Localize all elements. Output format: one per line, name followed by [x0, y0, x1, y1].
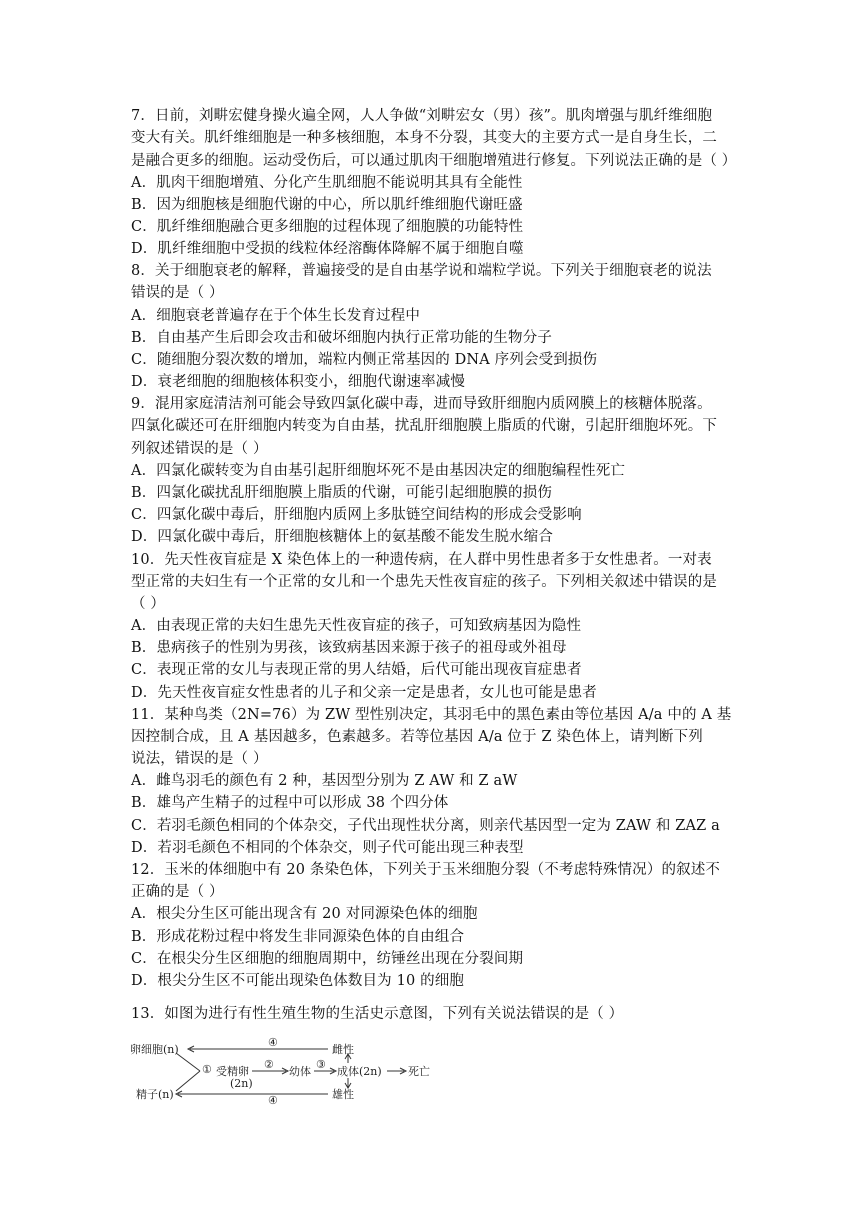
label-female: 雌性: [332, 1043, 354, 1056]
q11-option-b: B．雄鸟产生精子的过程中可以形成 38 个四分体: [131, 795, 449, 811]
q10-option-b: B．患病孩子的性别为男孩，该致病基因来源于孩子的祖母或外祖母: [131, 640, 567, 656]
q9-option-a: A．四氯化碳转变为自由基引起肝细胞坏死不是由基因决定的细胞编程性死亡: [131, 463, 626, 479]
q12-stem-line-2: 正确的是（ ）: [131, 884, 224, 900]
line-egg-to-zygote: [176, 1053, 200, 1071]
q11-option-d: D．若羽毛颜色不相同的个体杂交，则子代可能出现三种表型: [131, 840, 524, 856]
q7-option-d: D．肌纤维细胞中受损的线粒体经溶酶体降解不属于细胞自噬: [131, 241, 524, 257]
q8-stem-line-2: 错误的是（ ）: [131, 285, 224, 301]
q8-stem-line-1: 8．关于细胞衰老的解释，普遍接受的是自由基学说和端粒学说。下列关于细胞衰老的说法: [131, 263, 712, 279]
label-step4-bottom: ④: [268, 1094, 278, 1106]
label-step4-top: ④: [268, 1036, 278, 1049]
q11-stem-line-1: 11．某种鸟类（2N=76）为 ZW 型性别决定，其羽毛中的黑色素由等位基因 A/a 中的 A 基: [131, 707, 732, 723]
label-step3: ③: [316, 1058, 326, 1071]
label-egg: 卵细胞(n): [130, 1043, 179, 1056]
q9-option-b: B．四氯化碳扰乱肝细胞膜上脂质的代谢，可能引起细胞膜的损伤: [131, 485, 553, 501]
line-sperm-to-zygote: [176, 1071, 200, 1091]
q10-option-a: A．由表现正常的夫妇生患先天性夜盲症的孩子，可知致病基因为隐性: [131, 618, 582, 634]
q9-stem-line-3: 列叙述错误的是（ ）: [131, 441, 268, 457]
q7-stem-line-3: 是融合更多的细胞。运动受伤后，可以通过肌肉干细胞增殖进行修复。下列说法正确的是（ ）: [131, 153, 737, 169]
q10-stem-line-3: （ ）: [131, 596, 166, 612]
label-male: 雄性: [332, 1088, 354, 1101]
q13-stem-line-1: 13．如图为进行有性生殖生物的生活史示意图，下列有关说法错误的是（ ）: [131, 1006, 624, 1022]
q10-option-d: D．先天性夜盲症女性患者的儿子和父亲一定是患者，女儿也可能是患者: [131, 685, 597, 701]
q7-stem-line-1: 7．日前，刘畊宏健身操火遍全网，人人争做“刘畊宏女（男）孩”。肌肉增强与肌纤维细胞: [131, 108, 713, 124]
q12-stem-line-1: 12．玉米的体细胞中有 20 条染色体，下列关于玉米细胞分裂（不考虑特殊情况）的叙述不: [131, 862, 721, 878]
q8-option-d: D．衰老细胞的细胞核体积变小，细胞代谢速率减慢: [131, 374, 466, 390]
q7-option-a: A．肌肉干细胞增殖、分化产生肌细胞不能说明其具有全能性: [131, 175, 523, 191]
q11-stem-line-3: 说法，错误的是（ ）: [131, 751, 268, 767]
q12-option-a: A．根尖分生区可能出现含有 20 对同源染色体的细胞: [131, 906, 478, 922]
label-death: 死亡: [408, 1065, 430, 1078]
q10-stem-line-2: 型正常的夫妇生有一个正常的女儿和一个患先天性夜盲症的孩子。下列相关叙述中错误的是: [131, 574, 717, 590]
q7-option-c: C．肌纤维细胞融合更多细胞的过程体现了细胞膜的功能特性: [131, 219, 524, 235]
q7-option-b: B．因为细胞核是细胞代谢的中心，所以肌纤维细胞代谢旺盛: [131, 197, 523, 213]
label-adult: 成体(2n): [337, 1065, 382, 1078]
q9-option-c: C．四氯化碳中毒后，肝细胞内质网上多肽链空间结构的形成会受影响: [131, 507, 582, 523]
q9-option-d: D．四氯化碳中毒后，肝细胞核糖体上的氨基酸不能发生脱水缩合: [131, 529, 553, 545]
q7-stem-line-2: 变大有关。肌纤维细胞是一种多核细胞，本身不分裂，其变大的主要方式一是自身生长，二: [131, 130, 717, 146]
q11-stem-line-2: 因控制合成，且 A 基因越多，色素越多。若等位基因 A/a 位于 Z 染色体上，请判断下列: [131, 729, 703, 745]
q8-option-b: B．自由基产生后即会攻击和破坏细胞内执行正常功能的生物分子: [131, 330, 553, 346]
q9-stem-line-2: 四氯化碳还可在肝细胞内转变为自由基，扰乱肝细胞膜上脂质的代谢，引起肝细胞坏死。下: [131, 418, 717, 434]
q8-option-a: A．细胞衰老普遍存在于个体生长发育过程中: [131, 308, 420, 324]
label-zygote-ploidy: (2n): [230, 1077, 253, 1090]
q12-option-b: B．形成花粉过程中将发生非同源染色体的自由组合: [131, 929, 465, 945]
q12-option-d: D．根尖分生区不可能出现染色体数目为 10 的细胞: [131, 973, 465, 989]
q9-stem-line-1: 9．混用家庭清洁剂可能会导致四氯化碳中毒，进而导致肝细胞内质网膜上的核糖体脱落。: [131, 396, 712, 412]
label-step2: ②: [264, 1058, 274, 1071]
q11-option-a: A．雌鸟羽毛的颜色有 2 种，基因型分别为 Z AW 和 Z aW: [131, 773, 518, 789]
q12-option-c: C．在根尖分生区细胞的细胞周期中，纺锤丝出现在分裂间期: [131, 951, 524, 967]
q11-option-c: C．若羽毛颜色相同的个体杂交，子代出现性状分离，则亲代基因型一定为 ZAW 和 ZAZ a: [131, 818, 720, 834]
q8-option-c: C．随细胞分裂次数的增加，端粒内侧正常基因的 DNA 序列会受到损伤: [131, 352, 598, 368]
life-cycle-diagram: [128, 1036, 448, 1106]
label-step1: ①: [202, 1063, 212, 1076]
label-sperm: 精子(n): [136, 1088, 174, 1101]
q10-option-c: C．表现正常的女儿与表现正常的男人结婚，后代可能出现夜盲症患者: [131, 662, 582, 678]
label-zygote: 受精卵: [216, 1065, 249, 1078]
label-larva: 幼体: [289, 1065, 311, 1078]
q10-stem-line-1: 10．先天性夜盲症是 X 染色体上的一种遗传病，在人群中男性患者多于女性患者。一对表: [131, 552, 712, 568]
